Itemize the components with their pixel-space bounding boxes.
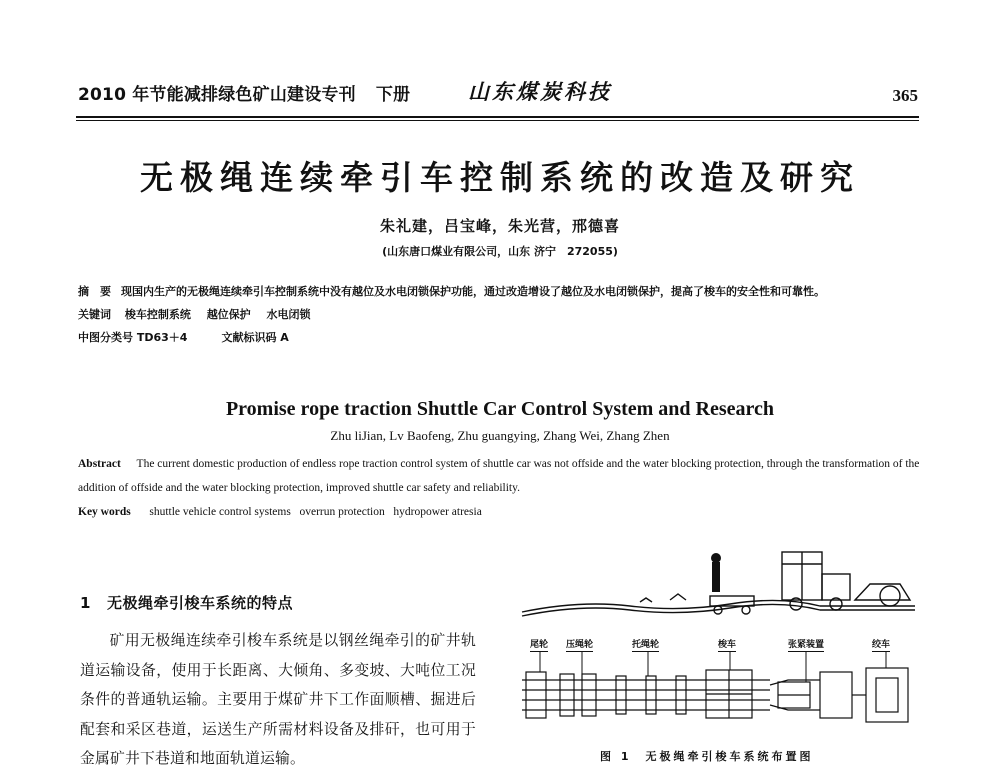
header-rule	[76, 116, 919, 121]
article-title-en: Promise rope traction Shuttle Car Control System and Research	[225, 398, 775, 420]
keyword-cn: 越位保护	[206, 308, 251, 321]
keyword-en: shuttle vehicle control systems	[149, 506, 291, 518]
abstract-cn-block	[78, 280, 920, 349]
keyword-en: overrun protection	[299, 506, 385, 518]
abstract-text-en: The current domestic production of endless rope traction control system of shuttle car was not offside and the water blocking protection, through the transformation of the addition of offside and the water blocking protection, improved shuttle car safety and reliability.	[78, 458, 920, 494]
authors-cn: 朱礼建，吕宝峰，朱光营，邢德喜	[379, 217, 620, 235]
section-paragraph: 矿用无极绳连续牵引梭车系统是以钢丝绳牵引的矿井轨道运输设备，使用于长距离、大倾角、多变坡、大吨位工况条件的普通轨运输。主要用于煤矿井下工作面顺槽、掘进后配套和采区巷道，运送生产所需材料设备及排矸，也可用于金属矿井下巷道和地面轨道运输。	[80, 632, 476, 767]
doc-code-value: A	[280, 331, 289, 344]
page-number: 365	[892, 86, 918, 105]
keywords-label-en: Key words	[78, 506, 131, 518]
figure-label: 尾轮	[530, 640, 549, 650]
keyword-cn: 水电闭锁	[266, 308, 311, 321]
doc-code-label: 文献标识码	[221, 331, 277, 344]
article-title-cn: 无极绳连续牵引车控制系统的改造及研究	[140, 158, 860, 197]
figure-label: 张紧装置	[788, 640, 825, 650]
authors-en: Zhu liJian, Lv Baofeng, Zhu guangying, Zhang Wei, Zhang Zhen	[330, 428, 670, 443]
figure-label: 压绳轮	[566, 640, 594, 650]
abstract-label-en: Abstract	[78, 458, 121, 470]
running-header	[78, 80, 410, 105]
figure-label: 托绳轮	[632, 640, 660, 650]
figure-label: 绞车	[872, 640, 891, 650]
figure-label: 梭车	[718, 640, 737, 650]
journal-issue: 2010 年节能减排绿色矿山建设专刊	[78, 85, 356, 105]
figure-caption: 图 1 无极绳牵引梭车系统布置图	[600, 750, 814, 763]
keyword-en: hydropower atresia	[393, 506, 482, 518]
section-number: 1	[80, 594, 91, 612]
volume-part: 下册	[375, 85, 411, 105]
keywords-en	[78, 500, 920, 524]
section-heading	[80, 592, 293, 613]
class-label: 中图分类号	[78, 331, 133, 344]
abstract-label-cn: 摘 要	[78, 285, 111, 298]
abstract-text-cn: 现国内生产的无极绳连续牵引车控制系统中没有越位及水电闭锁保护功能，通过改造增设了越位及水电闭锁保护，提高了梭车的安全性和可靠性。	[121, 285, 825, 298]
abstract-cn	[78, 280, 920, 303]
abstract-en	[78, 452, 920, 500]
abstract-en-block	[78, 452, 920, 524]
section-title: 无极绳牵引梭车系统的特点	[106, 594, 293, 612]
class-value: TD63＋4	[136, 331, 188, 344]
figure-1	[520, 540, 920, 745]
affiliation-cn: (山东唐口煤业有限公司，山东 济宁 272055)	[382, 245, 618, 258]
classification-line	[78, 326, 920, 349]
keywords-label-cn: 关键词	[78, 308, 111, 321]
keywords-cn	[78, 303, 920, 326]
journal-logo: 山东煤炭科技	[468, 79, 612, 104]
keyword-cn: 梭车控制系统	[124, 308, 191, 321]
